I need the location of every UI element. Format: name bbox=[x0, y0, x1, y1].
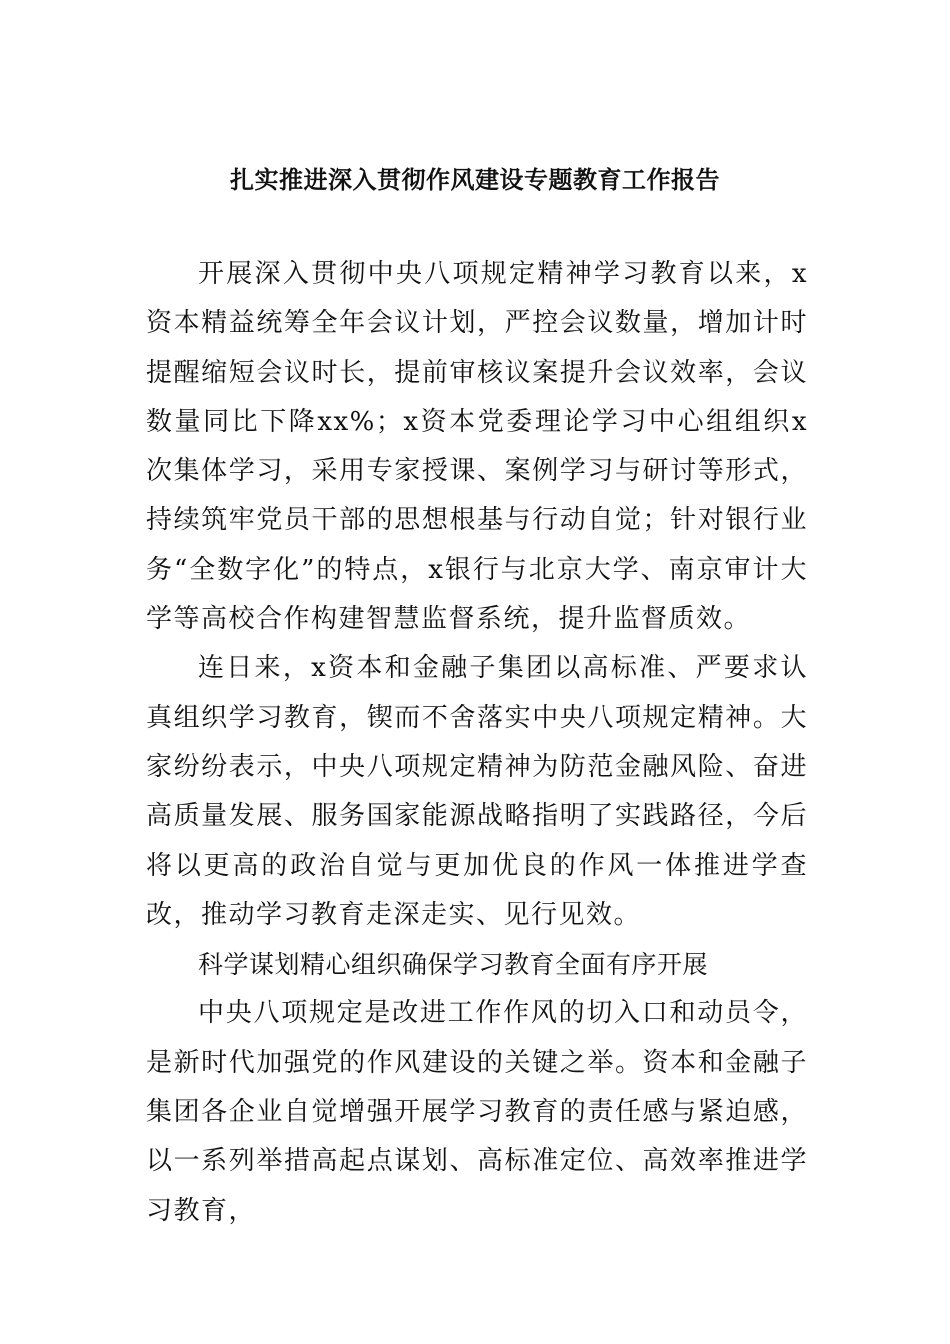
paragraph-intro: 开展深入贯彻中央八项规定精神学习教育以来，x资本精益统筹全年会议计划，严控会议数量，增加计时提醒缩短会议时长，提前审核议案提升会议效率，会议数量同比下降xx%；x资本党委理论学习中心组组织x次集体学习，采用专家授课、案例学习与研讨等形式，持续筑牢党员干部的思想根基与行动自觉；针对银行业务“全数字化”的特点，x银行与北京大学、南京审计大学等高校合作构建智慧监督系统，提升监督质效。 bbox=[146, 259, 808, 635]
document-body bbox=[146, 250, 808, 1236]
section-heading: 科学谋划精心组织确保学习教育全面有序开展 bbox=[198, 950, 709, 980]
paragraph-section: 中央八项规定是改进工作作风的切入口和动员令，是新时代加强党的作风建设的关键之举。资本和金融子集团各企业自觉增强开展学习教育的责任感与紧迫感，以一系列举措高起点谋划、高标准定位、高效率推进学习教育， bbox=[146, 998, 808, 1226]
document-title: 扎实推进深入贯彻作风建设专题教育工作报告 bbox=[230, 165, 720, 194]
paragraph-study: 连日来，x资本和金融子集团以高标准、严要求认真组织学习教育，锲而不舍落实中央八项规定精神。大家纷纷表示，中央八项规定精神为防范金融风险、奋进高质量发展、服务国家能源战略指明了实践路径，今后将以更高的政治自觉与更加优良的作风一体推进学查改，推动学习教育走深走实、见行见效。 bbox=[146, 653, 808, 930]
